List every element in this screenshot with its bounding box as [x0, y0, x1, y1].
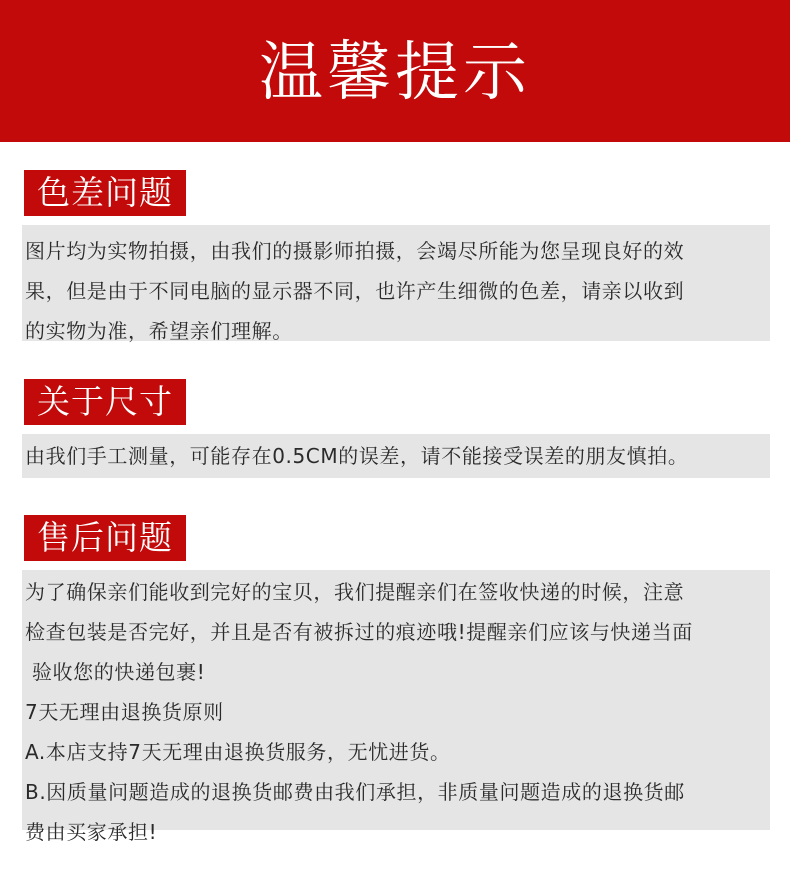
- section-heading-size: 关于尺寸: [24, 379, 186, 425]
- text-line: 由我们手工测量，可能存在0.5CM的误差，请不能接受误差的朋友慎拍。: [25, 444, 689, 468]
- section-heading-after-sales: 售后问题: [24, 515, 186, 561]
- section-heading-color-difference: 色差问题: [24, 170, 186, 216]
- header-banner: [0, 0, 790, 142]
- section-body-after-sales: [22, 570, 770, 844]
- text-line: 果，但是由于不同电脑的显示器不同，也许产生细微的色差，请亲以收到: [25, 279, 685, 303]
- section-body-color-difference: [22, 225, 770, 341]
- text-line: B.因质量问题造成的退换货邮费由我们承担，非质量问题造成的退换货邮: [25, 780, 685, 804]
- text-line: 费由买家承担!: [25, 820, 158, 844]
- text-line: 7天无理由退换货原则: [25, 700, 224, 724]
- text-line: 检查包装是否完好，并且是否有被拆过的痕迹哦!提醒亲们应该与快递当面: [25, 620, 693, 644]
- text-line: 的实物为准，希望亲们理解。: [25, 319, 293, 343]
- text-line: 图片均为实物拍摄，由我们的摄影师拍摄，会竭尽所能为您呈现良好的效: [25, 239, 685, 263]
- section-body-size: [22, 434, 770, 478]
- page-title: 温馨提示: [259, 36, 531, 110]
- text-line: 为了确保亲们能收到完好的宝贝，我们提醒亲们在签收快递的时候，注意: [25, 580, 685, 604]
- text-line: 验收您的快递包裹!: [25, 660, 206, 684]
- text-line: A.本店支持7天无理由退换货服务，无忧进货。: [25, 740, 451, 764]
